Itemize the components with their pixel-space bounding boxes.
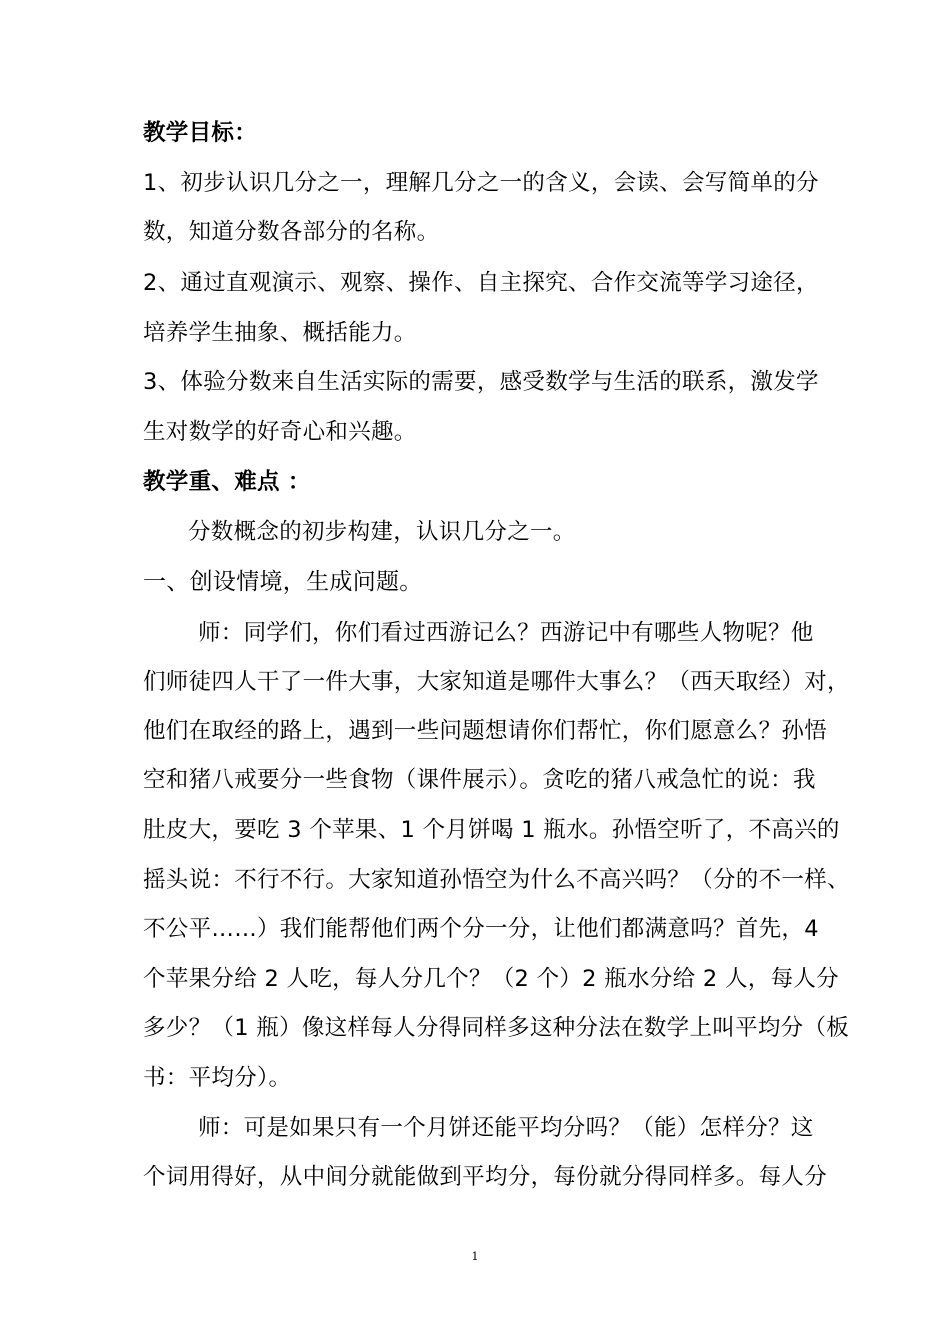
paragraph-1-line: 师：同学们，你们看过西游记么？西游记中有哪些人物呢？他: [198, 620, 814, 646]
objective-item-1-line-2: 数，知道分数各部分的名称。: [143, 219, 440, 245]
paragraph-2-line: 个词用得好，从中间分就能做到平均分，每份就分得同样多。每人分: [143, 1164, 828, 1190]
paragraph-1-line: 书：平均分）。: [143, 1065, 292, 1091]
objectives-heading: 教学目标：: [143, 120, 258, 146]
objective-item-1-line-1: 1、初步认识几分之一，理解几分之一的含义，会读、会写简单的分: [143, 170, 819, 196]
paragraph-1-line: 他们在取经的路上，遇到一些问题想请你们帮忙，你们愿意么？孙悟: [143, 718, 828, 744]
key-points-heading: 教学重、难点 ：: [143, 469, 311, 495]
paragraph-1-line: 摇头说：不行不行。大家知道孙悟空为什么不高兴吗？（分的不一样、: [143, 867, 850, 893]
paragraph-1-line: 空和猪八戒要分一些食物（课件展示）。贪吃的猪八戒急忙的说：我: [143, 767, 816, 793]
paragraph-1-line: 肚皮大，要吃 3 个苹果、1 个月饼喝 1 瓶水。孙悟空听了，不高兴的: [143, 817, 840, 843]
paragraph-1-line: 多少？（1 瓶）像这样每人分得同样多这种分法在数学上叫平均分（板: [143, 1015, 850, 1041]
objective-item-2-line-1: 2、通过直观演示、观察、操作、自主探究、合作交流等学习途径，: [143, 270, 819, 296]
objective-item-3-line-2: 生对数学的好奇心和兴趣。: [143, 419, 417, 445]
objective-item-2-line-2: 培养学生抽象、概括能力。: [143, 320, 417, 346]
key-points-text: 分数概念的初步构建，认识几分之一。: [188, 519, 576, 545]
page-number: 1: [471, 1250, 479, 1263]
section-1-heading: 一、创设情境，生成问题。: [143, 569, 423, 595]
paragraph-1-line: 个苹果分给 2 人吃，每人分几个？（2 个）2 瓶水分给 2 人，每人分: [143, 966, 839, 992]
paragraph-2-line: 师：可是如果只有一个月饼还能平均分吗？（能）怎样分？这: [198, 1115, 814, 1141]
objective-item-3-line-1: 3、体验分数来自生活实际的需要，感受数学与生活的联系，激发学: [143, 369, 819, 395]
paragraph-1-line: 们师徒四人干了一件大事，大家知道是哪件大事么？（西天取经）对，: [143, 669, 850, 695]
paragraph-1-line: 不公平……）我们能帮他们两个分一分，让他们都满意吗？首先，4: [143, 916, 819, 942]
